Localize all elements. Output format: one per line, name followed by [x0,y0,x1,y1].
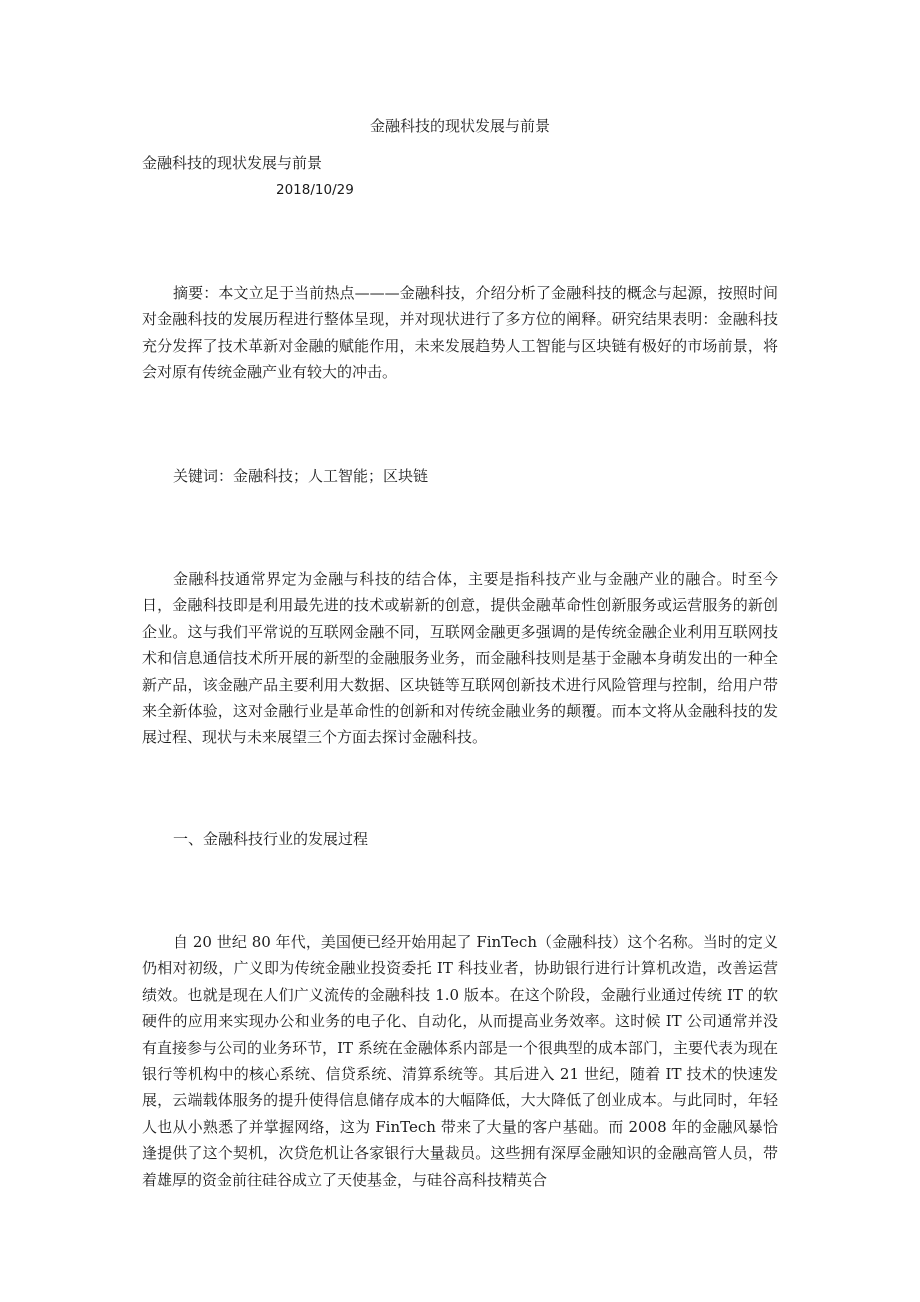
keywords-paragraph: 关键词：金融科技；人工智能；区块链 [173,467,429,485]
intro-paragraph: 金融科技通常界定为金融与科技的结合体，主要是指科技产业与金融产业的融合。时至今日，金融科技即是利用最先进的技术或崭新的创意，提供金融革命性创新服务或运营服务的新创企业。这与我们平常说的互联网金融不同，互联网金融更多强调的是传统金融企业利用互联网技术和信息通信技术所开展的新型的金融服务业务，而金融科技则是基于金融本身萌发出的一种全新产品，该金融产品主要利用大数据、区块链等互联网创新技术进行风险管理与控制，给用户带来全新体验，这对金融行业是革命性的创新和对传统金融业务的颠覆。而本文将从金融科技的发展过程、现状与未来展望三个方面去探讨金融科技。 [142,570,778,747]
development-paragraph: 自 20 世纪 80 年代，美国便已经开始用起了 FinTech（金融科技）这个名称。当时的定义仍相对初级，广义即为传统金融业投资委托 IT 科技业者，协助银行进行计算机改造，改善运营绩效。也就是现在人们广义流传的金融科技 1.0 版本。在这个阶段，金融行业通过传统 IT 的软硬件的应用来实现办公和业务的电子化、自动化，从而提高业务效率。这时候 IT 公司通常并没有直接参与公司的业务环节，IT 系统在金融体系内部是一个很典型的成本部门，主要代表为现在银行等机构中的核心系统、信贷系统、清算系统等。其后进入 21 世纪，随着 IT 技术的快速发展，云端载体服务的提升使得信息储存成本的大幅降低，大大降低了创业成本。与此同时，年轻人也从小熟悉了并掌握网络，这为 FinTech 带来了大量的客户基础。而 2008 年的金融风暴恰逢提供了这个契机，次贷危机让各家银行大量裁员。这些拥有深厚金融知识的金融高管人员，带着雄厚的资金前往硅谷成立了天使基金，与硅谷高科技精英合 [142,933,778,1189]
document-date: 2018/10/29 [276,182,354,198]
abstract-paragraph: 摘要：本文立足于当前热点———金融科技，介绍分析了金融科技的概念与起源，按照时间对金融科技的发展历程进行整体呈现，并对现状进行了多方位的阐释。研究结果表明：金融科技充分发挥了技术革新对金融的赋能作用，未来发展趋势人工智能与区块链有极好的市场前景，将会对原有传统金融产业有较大的冲击。 [142,284,778,382]
document-subtitle: 金融科技的现状发展与前景 [142,154,323,172]
section-heading: 一、金融科技行业的发展过程 [173,830,369,848]
document-title: 金融科技的现状发展与前景 [369,117,550,135]
